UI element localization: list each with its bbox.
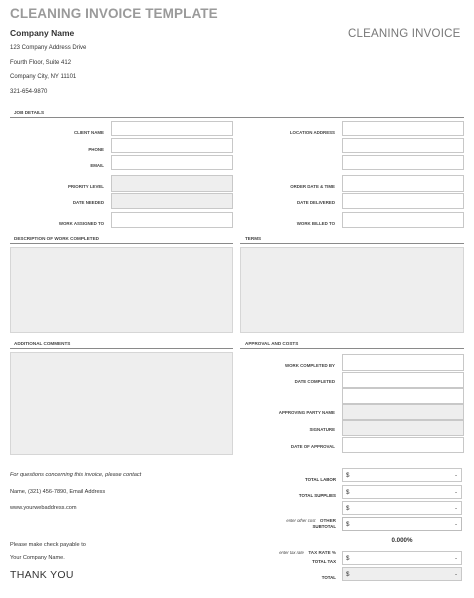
total-field bbox=[342, 567, 462, 581]
currency-symbol: $ bbox=[346, 489, 350, 496]
description-rule bbox=[10, 243, 233, 244]
date-delivered-field[interactable] bbox=[342, 193, 464, 209]
total-supplies-field[interactable] bbox=[342, 485, 462, 499]
amount-value: - bbox=[454, 555, 457, 562]
amount-value: - bbox=[454, 472, 457, 479]
other-cost-hint: enter other cost bbox=[286, 518, 316, 523]
template-title: CLEANING INVOICE TEMPLATE bbox=[10, 6, 218, 21]
other-cost-field[interactable] bbox=[342, 501, 462, 515]
work-billed-label: WORK BILLED TO bbox=[296, 221, 335, 226]
questions-text: For questions concerning this invoice, please contact bbox=[10, 472, 142, 478]
invoice-title: CLEANING INVOICE bbox=[348, 28, 461, 40]
location-address-label: LOCATION ADDRESS bbox=[289, 130, 335, 135]
date-of-approval-label: DATE OF APPROVAL bbox=[290, 444, 335, 449]
subtotal-label: SUBTOTAL bbox=[312, 524, 336, 529]
approving-party-field[interactable] bbox=[342, 404, 464, 420]
signature-label: SIGNATURE bbox=[309, 427, 335, 432]
priority-level-label: PRIORITY LEVEL bbox=[67, 184, 104, 189]
location-address-field-3[interactable] bbox=[342, 155, 464, 170]
currency-symbol: $ bbox=[346, 571, 350, 578]
comments-area[interactable] bbox=[10, 352, 233, 455]
contact-text: Name, (321) 456-7890, Email Address bbox=[10, 489, 106, 495]
company-name: Company Name bbox=[10, 28, 75, 38]
amount-value: - bbox=[454, 505, 457, 512]
client-name-label: CLIENT NAME bbox=[73, 130, 104, 135]
address-line-2: Fourth Floor, Suite 412 bbox=[10, 60, 72, 66]
work-assigned-field[interactable] bbox=[111, 212, 233, 228]
check-payee-text: Your Company Name. bbox=[10, 555, 65, 561]
email-field[interactable] bbox=[111, 155, 233, 170]
location-address-field-2[interactable] bbox=[342, 138, 464, 153]
description-heading: DESCRIPTION OF WORK COMPLETED bbox=[14, 236, 99, 241]
phone-line: 321-654-9870 bbox=[10, 89, 48, 95]
currency-symbol: $ bbox=[346, 555, 350, 562]
date-completed-label: DATE COMPLETED bbox=[294, 379, 335, 384]
address-line-1: 123 Company Address Drive bbox=[10, 45, 87, 51]
approving-party-label: APPROVING PARTY NAME bbox=[278, 410, 335, 415]
total-label: TOTAL bbox=[321, 575, 336, 580]
terms-rule bbox=[240, 243, 464, 244]
order-date-field[interactable] bbox=[342, 175, 464, 192]
total-tax-field bbox=[342, 551, 462, 565]
total-labor-field[interactable] bbox=[342, 468, 462, 482]
order-date-label: ORDER DATE & TIME bbox=[290, 184, 335, 189]
date-needed-label: DATE NEEDED bbox=[72, 200, 104, 205]
description-area[interactable] bbox=[10, 247, 233, 333]
approval-spacer-field bbox=[342, 388, 464, 404]
date-needed-field[interactable] bbox=[111, 193, 233, 209]
work-completed-by-label: WORK COMPLETED BY bbox=[284, 363, 335, 368]
work-completed-by-field[interactable] bbox=[342, 354, 464, 371]
tax-rate-hint: enter tax rate bbox=[279, 550, 304, 555]
phone-field[interactable] bbox=[111, 138, 233, 153]
terms-heading: TERMS bbox=[245, 236, 262, 241]
phone-label: PHONE bbox=[88, 147, 104, 152]
address-line-3: Company City, NY 11101 bbox=[10, 74, 77, 80]
date-of-approval-field[interactable] bbox=[342, 437, 464, 453]
total-labor-label: TOTAL LABOR bbox=[305, 477, 336, 482]
other-label: OTHER bbox=[319, 518, 336, 523]
subtotal-field bbox=[342, 517, 462, 531]
date-completed-field[interactable] bbox=[342, 372, 464, 388]
tax-rate-value[interactable]: 0.000% bbox=[391, 537, 413, 544]
amount-value: - bbox=[454, 489, 457, 496]
approval-heading: APPROVAL AND COSTS bbox=[245, 341, 299, 346]
tax-rate-label-group bbox=[262, 541, 336, 559]
currency-symbol: $ bbox=[346, 505, 350, 512]
thank-you-text: THANK YOU bbox=[10, 569, 74, 581]
work-assigned-label: WORK ASSIGNED TO bbox=[58, 221, 104, 226]
priority-level-field[interactable] bbox=[111, 175, 233, 192]
currency-symbol: $ bbox=[346, 472, 350, 479]
total-tax-label: TOTAL TAX bbox=[312, 559, 336, 564]
total-supplies-label: TOTAL SUPPLIES bbox=[298, 493, 336, 498]
approval-rule bbox=[240, 348, 464, 349]
terms-area[interactable] bbox=[240, 247, 464, 333]
check-payable-text: Please make check payable to bbox=[10, 542, 86, 548]
amount-value: - bbox=[454, 521, 457, 528]
comments-rule bbox=[10, 348, 233, 349]
amount-value: - bbox=[454, 571, 457, 578]
comments-heading: ADDITIONAL COMMENTS bbox=[14, 341, 71, 346]
signature-field[interactable] bbox=[342, 420, 464, 436]
job-details-rule bbox=[10, 117, 464, 118]
location-address-field-1[interactable] bbox=[342, 121, 464, 136]
work-billed-field[interactable] bbox=[342, 212, 464, 228]
client-name-field[interactable] bbox=[111, 121, 233, 136]
job-details-heading: JOB DETAILS bbox=[14, 110, 45, 115]
date-delivered-label: DATE DELIVERED bbox=[297, 200, 335, 205]
currency-symbol: $ bbox=[346, 521, 350, 528]
tax-rate-label: TAX RATE % bbox=[308, 550, 336, 555]
website-link[interactable]: www.yourwebaddress.com bbox=[10, 505, 77, 511]
email-label: EMAIL bbox=[90, 163, 104, 168]
